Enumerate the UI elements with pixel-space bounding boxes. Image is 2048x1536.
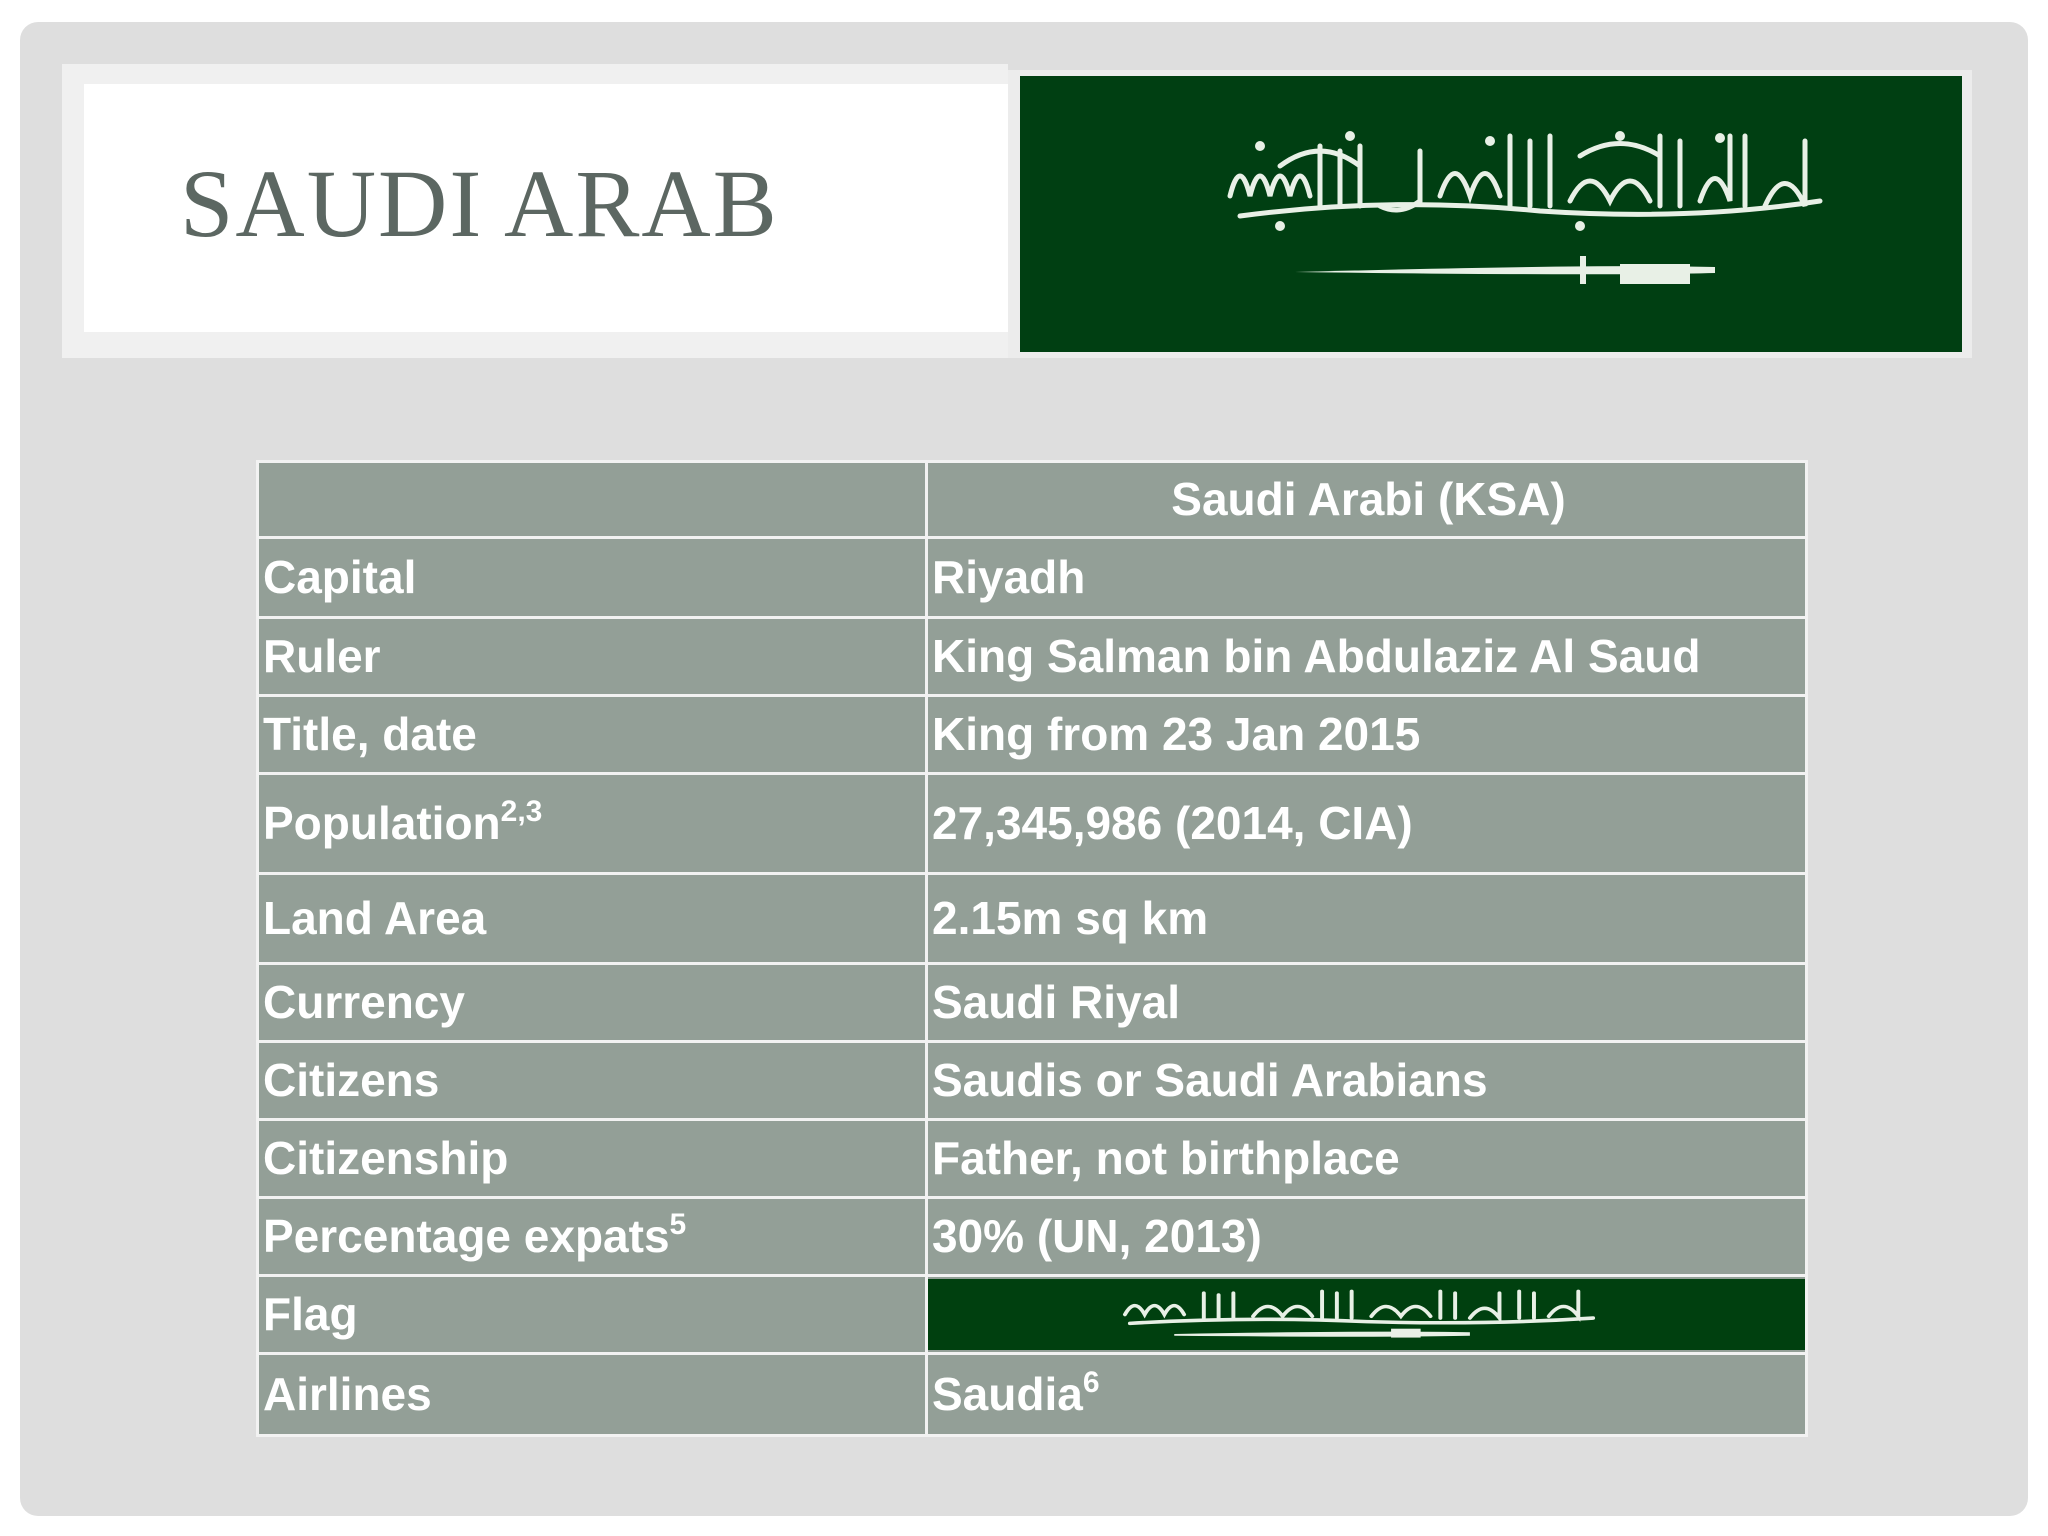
row-label: Citizens xyxy=(258,1042,927,1120)
flag-image-frame xyxy=(1008,70,1972,358)
row-value: Father, not birthplace xyxy=(927,1120,1807,1198)
table-row xyxy=(258,774,1807,874)
row-label: Airlines xyxy=(258,1354,927,1436)
row-label xyxy=(258,1198,927,1276)
table-row xyxy=(258,1120,1807,1198)
table-row xyxy=(258,538,1807,618)
footnote-ref: 6 xyxy=(1082,1366,1100,1400)
row-label-text: Population xyxy=(263,797,501,850)
row-value: 2.15m sq km xyxy=(927,874,1807,964)
row-value xyxy=(927,1354,1807,1436)
row-label: Capital xyxy=(258,538,927,618)
row-value: King Salman bin Abdulaziz Al Saud xyxy=(927,618,1807,696)
row-label: Title, date xyxy=(258,696,927,774)
row-value: Saudis or Saudi Arabians xyxy=(927,1042,1807,1120)
row-value: Saudi Riyal xyxy=(927,964,1807,1042)
table-row xyxy=(258,1354,1807,1436)
row-label: Land Area xyxy=(258,874,927,964)
row-label: Citizenship xyxy=(258,1120,927,1198)
row-label: Currency xyxy=(258,964,927,1042)
slide-title: SAUDI ARAB xyxy=(180,150,779,257)
country-facts-table xyxy=(256,460,1808,1437)
row-value: King from 23 Jan 2015 xyxy=(927,696,1807,774)
row-value xyxy=(927,1276,1807,1354)
table-header-cell: Saudi Arabi (KSA) xyxy=(927,462,1807,538)
table-row xyxy=(258,1276,1807,1354)
table-row xyxy=(258,1042,1807,1120)
footnote-ref: 2,3 xyxy=(500,795,543,829)
row-value: 27,345,986 (2014, CIA) xyxy=(927,774,1807,874)
table-header-empty-cell xyxy=(258,462,927,538)
saudi-flag-icon xyxy=(927,1279,1807,1350)
table-header-row xyxy=(258,462,1807,538)
table-row xyxy=(258,1198,1807,1276)
table-row xyxy=(258,696,1807,774)
row-value: 30% (UN, 2013) xyxy=(927,1198,1807,1276)
footnote-ref: 5 xyxy=(669,1208,687,1242)
table-row xyxy=(258,618,1807,696)
table-row xyxy=(258,964,1807,1042)
table-row xyxy=(258,874,1807,964)
row-label: Ruler xyxy=(258,618,927,696)
row-value: Riyadh xyxy=(927,538,1807,618)
saudi-flag-icon xyxy=(1020,76,1962,352)
row-label-text: Percentage expats xyxy=(263,1210,670,1263)
row-label: Flag xyxy=(258,1276,927,1354)
row-label xyxy=(258,774,927,874)
row-value-text: Saudia xyxy=(932,1368,1083,1421)
